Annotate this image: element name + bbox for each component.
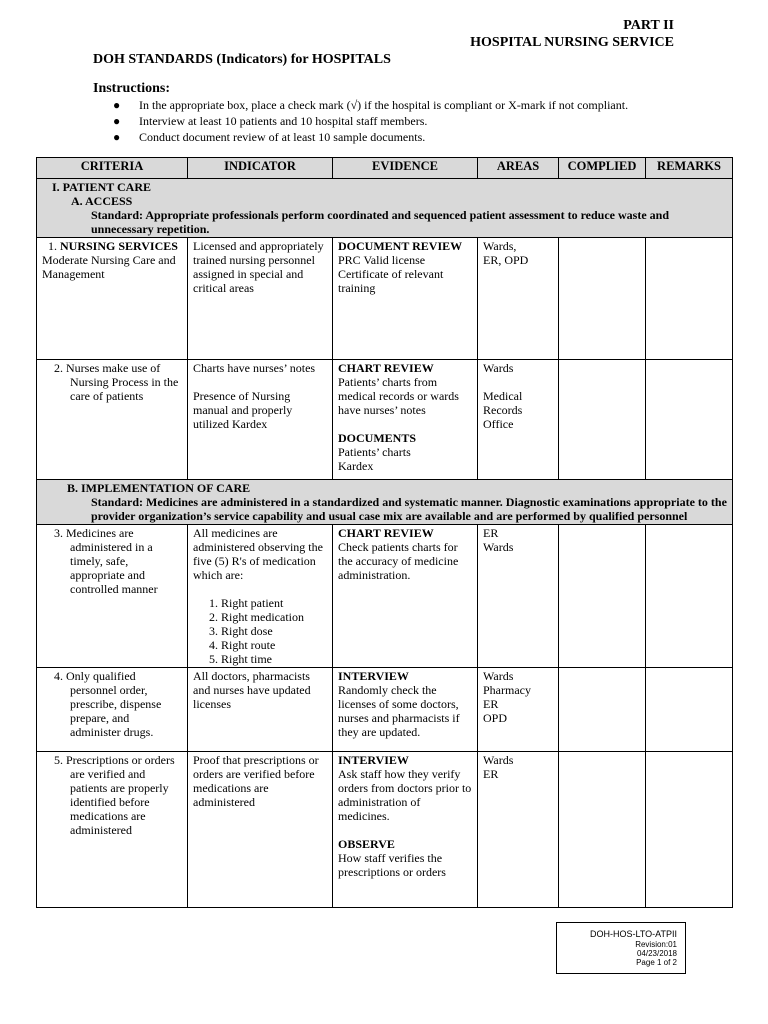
header-complied: COMPLIED (559, 158, 646, 179)
instructions-list (113, 97, 628, 145)
instructions-heading: Instructions: (93, 81, 171, 96)
bullet-icon: ● (113, 98, 121, 112)
indicator-cell: Licensed and appropriately trained nursing personnel assigned in special and critical areas (188, 238, 333, 360)
complied-cell[interactable] (559, 238, 646, 360)
bullet-icon: ● (113, 130, 121, 144)
complied-cell[interactable] (559, 668, 646, 752)
instruction-item: ● Conduct document review of at least 10 sample documents. (113, 130, 426, 144)
criteria-cell: 2. Nurses make use of Nursing Process in the care of patients (37, 360, 188, 480)
section-title: I. PATIENT CARE (52, 180, 152, 194)
criteria-text: Prescriptions or orders are verified and patients are properly identified before medications are administered (66, 753, 175, 837)
header-evidence: EVIDENCE (333, 158, 478, 179)
evidence-text: Check patients charts for the accuracy of medicine administration. (338, 540, 459, 582)
complied-cell[interactable] (559, 752, 646, 908)
evidence-heading: CHART REVIEW (338, 526, 434, 540)
criteria-text: Moderate Nursing Care and Management (42, 253, 176, 281)
revision-label: Revision:01 (635, 940, 677, 949)
evidence-heading: INTERVIEW (338, 753, 409, 767)
revision-date: 04/23/2018 (636, 949, 677, 958)
five-rights-list (193, 596, 327, 666)
evidence-text: Ask staff how they verify orders from doctors prior to administration of medicines. (338, 767, 472, 823)
instruction-item: ● In the appropriate box, place a check mark (√) if the hospital is compliant or X-mark if not compliant. (113, 98, 629, 112)
standard-text: Standard: Medicines are administered in a standardized and systematic manner. Diagnostic examinations appropriate to the provider organization’s service capability and usual case mix are available and are performed by qualified personnel (91, 495, 727, 523)
criteria-bold: NURSING SERVICES (60, 239, 178, 253)
page-number: Page 1 of 2 (636, 958, 677, 967)
areas-cell: ER Wards (478, 525, 559, 668)
table-row (37, 238, 733, 360)
remarks-cell[interactable] (646, 525, 733, 668)
evidence-text: Randomly check the licenses of some doctors, nurses and pharmacists if they are updated. (338, 683, 460, 739)
standards-table (36, 157, 733, 908)
section-row (37, 179, 733, 238)
service-label: HOSPITAL NURSING SERVICE (470, 35, 674, 50)
document-title: DOH STANDARDS (Indicators) for HOSPITALS (93, 52, 391, 67)
section-cell (37, 480, 733, 525)
evidence-cell (333, 525, 478, 668)
indicator-cell: Charts have nurses’ notes Presence of Nursing manual and properly utilized Kardex (188, 360, 333, 480)
instruction-item: ● Interview at least 10 patients and 10 hospital staff members. (113, 114, 428, 128)
criteria-cell: 1. NURSING SERVICES Moderate Nursing Care and Management (37, 238, 188, 360)
header-criteria: CRITERIA (37, 158, 188, 179)
list-item: 2. Right medication (221, 610, 327, 624)
list-item: 1. Right patient (221, 596, 327, 610)
section-cell (37, 179, 733, 238)
evidence-cell (333, 360, 478, 480)
subsection-title: A. ACCESS (71, 194, 133, 208)
evidence-heading: CHART REVIEW (338, 361, 434, 375)
standard-text: Standard: Appropriate professionals perform coordinated and sequenced patient assessment to reduce waste and unnecessary repetition. (91, 208, 670, 236)
areas-cell: Wards, ER, OPD (478, 238, 559, 360)
criteria-text: Medicines are administered in a timely, safe, appropriate and controlled manner (66, 526, 158, 596)
evidence-cell (333, 668, 478, 752)
part-label: PART II (623, 18, 674, 33)
areas-cell: Wards ER (478, 752, 559, 908)
evidence-heading: INTERVIEW (338, 669, 409, 683)
list-item: 5. Right time (221, 652, 327, 666)
table-row (37, 668, 733, 752)
table-header-row (37, 158, 733, 179)
bullet-icon: ● (113, 114, 121, 128)
complied-cell[interactable] (559, 525, 646, 668)
document-code: DOH-HOS-LTO-ATPII (589, 929, 677, 939)
remarks-cell[interactable] (646, 360, 733, 480)
table-row (37, 752, 733, 908)
header-remarks: REMARKS (646, 158, 733, 179)
evidence-heading: OBSERVE (338, 837, 395, 851)
list-item: 3. Right dose (221, 624, 327, 638)
indicator-cell: All medicines are administered observing the five (5) R's of medication which are: 1. Right patient 2. Right medication 3. Right dose 4. Right route 5. Right time (188, 525, 333, 668)
evidence-text: Patients’ charts Kardex (338, 445, 411, 473)
part-header (470, 17, 674, 51)
complied-cell[interactable] (559, 360, 646, 480)
indicator-cell: Proof that prescriptions or orders are verified before medications are administered (188, 752, 333, 908)
remarks-cell[interactable] (646, 668, 733, 752)
header-indicator: INDICATOR (188, 158, 333, 179)
table-row (37, 525, 733, 668)
section-row (37, 480, 733, 525)
criteria-cell: 3. Medicines are administered in a timely, safe, appropriate and controlled manner (37, 525, 188, 668)
criteria-cell: 4. Only qualified personnel order, prescribe, dispense prepare, and administer drugs. (37, 668, 188, 752)
evidence-text: Patients’ charts from medical records or wards have nurses’ notes (338, 375, 459, 417)
evidence-cell (333, 752, 478, 908)
remarks-cell[interactable] (646, 752, 733, 908)
list-item: 4. Right route (221, 638, 327, 652)
evidence-heading: DOCUMENT REVIEW (338, 239, 463, 253)
evidence-heading: DOCUMENTS (338, 431, 417, 445)
evidence-cell (333, 238, 478, 360)
areas-cell: Wards Medical Records Office (478, 360, 559, 480)
table-row (37, 360, 733, 480)
criteria-text: Only qualified personnel order, prescribe, dispense prepare, and administer drugs. (66, 669, 162, 739)
header-areas: AREAS (478, 158, 559, 179)
document-control-box (556, 922, 686, 974)
criteria-cell: 5. Prescriptions or orders are verified and patients are properly identified before medications are administered (37, 752, 188, 908)
indicator-cell: All doctors, pharmacists and nurses have updated licenses (188, 668, 333, 752)
criteria-text: Nurses make use of Nursing Process in the care of patients (66, 361, 179, 403)
evidence-text: How staff verifies the prescriptions or orders (338, 851, 446, 879)
remarks-cell[interactable] (646, 238, 733, 360)
areas-cell: Wards Pharmacy ER OPD (478, 668, 559, 752)
subsection-title: B. IMPLEMENTATION OF CARE (67, 481, 251, 495)
evidence-text: PRC Valid license Certificate of relevant training (338, 253, 444, 295)
